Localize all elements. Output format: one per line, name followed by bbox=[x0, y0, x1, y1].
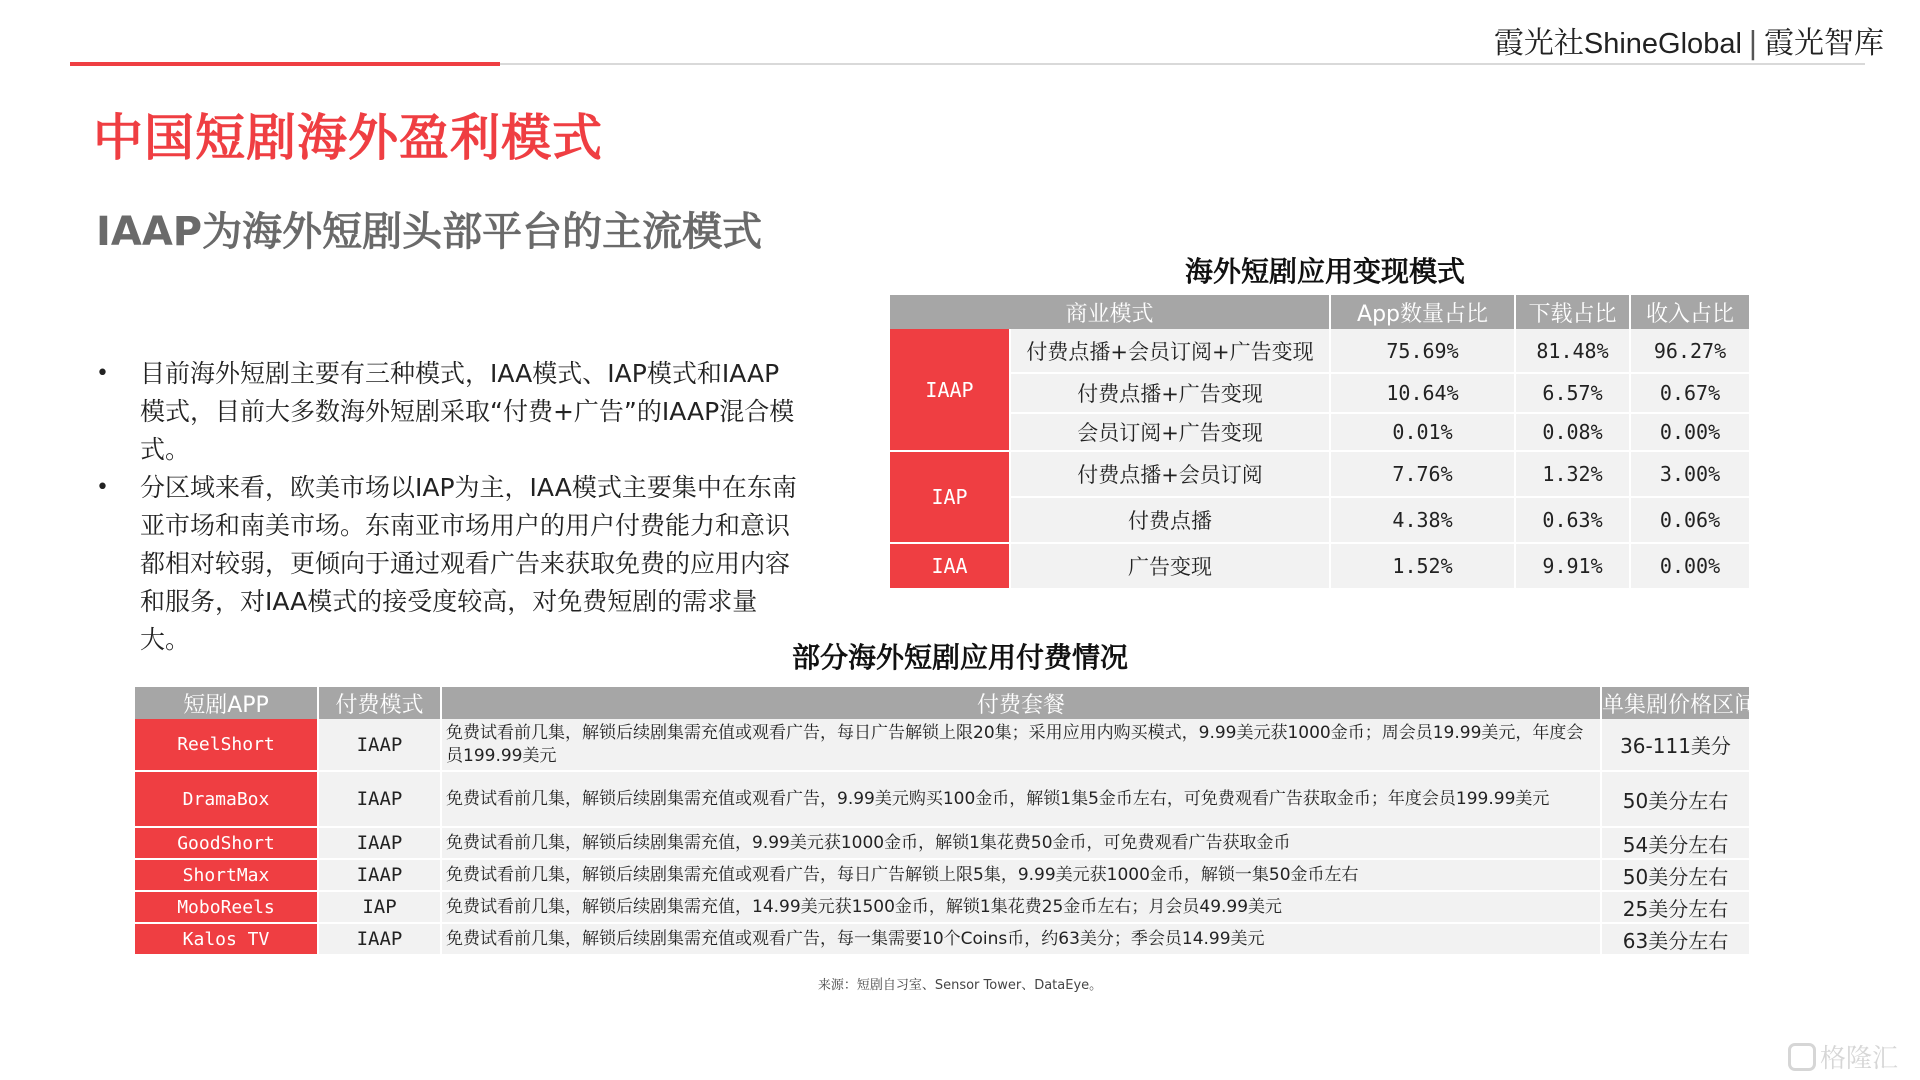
package-cell: 免费试看前几集，解锁后续剧集需充值或观看广告，9.99美元购买100金币，解锁1集5金币左右，可免费观看广告获取金币；年度会员199.99美元 bbox=[441, 771, 1601, 827]
page-subtitle: IAAP为海外短剧头部平台的主流模式 bbox=[96, 209, 763, 255]
brand-cn: 霞光社 bbox=[1493, 26, 1584, 61]
package-cell: 免费试看前几集，解锁后续剧集需充值或观看广告，每一集需要10个Coins币，约63美分；季会员14.99美元 bbox=[441, 923, 1601, 955]
table-row bbox=[135, 923, 1750, 955]
app-share-cell: 7.76% bbox=[1330, 451, 1515, 497]
column-header: 付费模式 bbox=[318, 687, 441, 719]
package-cell: 免费试看前几集，解锁后续剧集需充值或观看广告，每日广告解锁上限20集；采用应用内购买模式，9.99美元获1000金币；周会员19.99美元，年度会员199.99美元 bbox=[441, 719, 1601, 771]
table-row bbox=[890, 543, 1750, 589]
app-share-cell: 1.52% bbox=[1330, 543, 1515, 589]
column-header: 短剧APP bbox=[135, 687, 318, 719]
package-cell: 免费试看前几集，解锁后续剧集需充值，14.99美元获1500金币，解锁1集花费25金币左右；月会员49.99美元 bbox=[441, 891, 1601, 923]
column-header: 付费套餐 bbox=[441, 687, 1601, 719]
pay-mode-cell: IAP bbox=[318, 891, 441, 923]
mode-cell-iaa: IAA bbox=[890, 543, 1010, 589]
brand-tag: 霞光智库 bbox=[1764, 26, 1884, 61]
package-cell: 免费试看前几集，解锁后续剧集需充值，9.99美元获1000金币，解锁1集花费50金币，可免费观看广告获取金币 bbox=[441, 827, 1601, 859]
price-range-cell: 50美分左右 bbox=[1601, 771, 1750, 827]
table-row bbox=[135, 771, 1750, 827]
app-name-cell: DramaBox bbox=[135, 771, 318, 827]
payment-table-title: 部分海外短剧应用付费情况 bbox=[791, 641, 1128, 674]
header-divider-accent bbox=[70, 62, 500, 66]
table-row bbox=[890, 497, 1750, 543]
brand-logo bbox=[1494, 18, 1884, 62]
bullet-item bbox=[92, 469, 802, 659]
bullet-dot: • bbox=[96, 475, 109, 500]
download-share-cell: 9.91% bbox=[1515, 543, 1630, 589]
app-share-cell: 75.69% bbox=[1330, 329, 1515, 373]
table-row bbox=[135, 891, 1750, 923]
watermark bbox=[1788, 1038, 1898, 1075]
revenue-share-cell: 96.27% bbox=[1630, 329, 1750, 373]
download-share-cell: 81.48% bbox=[1515, 329, 1630, 373]
revenue-share-cell: 0.00% bbox=[1630, 543, 1750, 589]
pay-mode-cell: IAAP bbox=[318, 771, 441, 827]
bullet-dot: • bbox=[96, 361, 109, 386]
model-cell: 付费点播+会员订阅+广告变现 bbox=[1010, 329, 1330, 373]
app-share-cell: 10.64% bbox=[1330, 373, 1515, 413]
bullet-text: 目前海外短剧主要有三种模式，IAA模式、IAP模式和IAAP模式，目前大多数海外短剧采取“付费+广告”的IAAP混合模式。 bbox=[140, 359, 795, 464]
monetization-table-title: 海外短剧应用变现模式 bbox=[1184, 255, 1465, 288]
bullet-item bbox=[92, 355, 802, 469]
table-row bbox=[890, 451, 1750, 497]
download-share-cell: 6.57% bbox=[1515, 373, 1630, 413]
price-range-cell: 25美分左右 bbox=[1601, 891, 1750, 923]
brand-en: ShineGlobal bbox=[1583, 28, 1742, 60]
page-title: 中国短剧海外盈利模式 bbox=[93, 109, 603, 167]
revenue-share-cell: 0.00% bbox=[1630, 413, 1750, 451]
model-cell: 广告变现 bbox=[1010, 543, 1330, 589]
revenue-share-cell: 0.06% bbox=[1630, 497, 1750, 543]
price-range-cell: 63美分左右 bbox=[1601, 923, 1750, 955]
package-cell: 免费试看前几集，解锁后续剧集需充值或观看广告，每日广告解锁上限5集，9.99美元获1000金币，解锁一集50金币左右 bbox=[441, 859, 1601, 891]
table-header-row bbox=[135, 687, 1750, 719]
app-name-cell: ReelShort bbox=[135, 719, 318, 771]
brand-separator: | bbox=[1747, 26, 1758, 61]
revenue-share-cell: 3.00% bbox=[1630, 451, 1750, 497]
revenue-share-cell: 0.67% bbox=[1630, 373, 1750, 413]
table-row bbox=[135, 859, 1750, 891]
bullet-list bbox=[92, 355, 802, 659]
table-row bbox=[135, 827, 1750, 859]
app-share-cell: 4.38% bbox=[1330, 497, 1515, 543]
pay-mode-cell: IAAP bbox=[318, 923, 441, 955]
app-name-cell: GoodShort bbox=[135, 827, 318, 859]
watermark-logo-icon bbox=[1788, 1043, 1816, 1071]
mode-cell-iap: IAP bbox=[890, 451, 1010, 543]
monetization-table bbox=[890, 295, 1751, 590]
column-header: App数量占比 bbox=[1330, 295, 1515, 329]
source-note: 来源：短剧自习室、Sensor Tower、DataEye。 bbox=[817, 978, 1103, 993]
bullet-text: 分区域来看，欧美市场以IAP为主，IAA模式主要集中在东南亚市场和南美市场。东南亚市场用户的用户付费能力和意识都相对较弱，更倾向于通过观看广告来获取免费的应用内容和服务，对IAA模式的接受度较高，对免费短剧的需求量大。 bbox=[140, 473, 797, 654]
table-row bbox=[890, 329, 1750, 373]
app-name-cell: ShortMax bbox=[135, 859, 318, 891]
pay-mode-cell: IAAP bbox=[318, 859, 441, 891]
model-cell: 会员订阅+广告变现 bbox=[1010, 413, 1330, 451]
app-share-cell: 0.01% bbox=[1330, 413, 1515, 451]
price-range-cell: 36-111美分 bbox=[1601, 719, 1750, 771]
column-header: 商业模式 bbox=[890, 295, 1330, 329]
watermark-text: 格隆汇 bbox=[1819, 1044, 1898, 1074]
column-header: 单集剧价格区间 bbox=[1601, 687, 1750, 719]
app-name-cell: Kalos TV bbox=[135, 923, 318, 955]
download-share-cell: 1.32% bbox=[1515, 451, 1630, 497]
table-header-row bbox=[890, 295, 1750, 329]
table-row bbox=[135, 719, 1750, 771]
model-cell: 付费点播+广告变现 bbox=[1010, 373, 1330, 413]
price-range-cell: 50美分左右 bbox=[1601, 859, 1750, 891]
mode-cell-iaap: IAAP bbox=[890, 329, 1010, 451]
table-row bbox=[890, 373, 1750, 413]
download-share-cell: 0.08% bbox=[1515, 413, 1630, 451]
column-header: 下载占比 bbox=[1515, 295, 1630, 329]
column-header: 收入占比 bbox=[1630, 295, 1750, 329]
model-cell: 付费点播+会员订阅 bbox=[1010, 451, 1330, 497]
model-cell: 付费点播 bbox=[1010, 497, 1330, 543]
payment-table bbox=[135, 687, 1757, 956]
pay-mode-cell: IAAP bbox=[318, 719, 441, 771]
download-share-cell: 0.63% bbox=[1515, 497, 1630, 543]
price-range-cell: 54美分左右 bbox=[1601, 827, 1750, 859]
table-row bbox=[890, 413, 1750, 451]
pay-mode-cell: IAAP bbox=[318, 827, 441, 859]
app-name-cell: MoboReels bbox=[135, 891, 318, 923]
